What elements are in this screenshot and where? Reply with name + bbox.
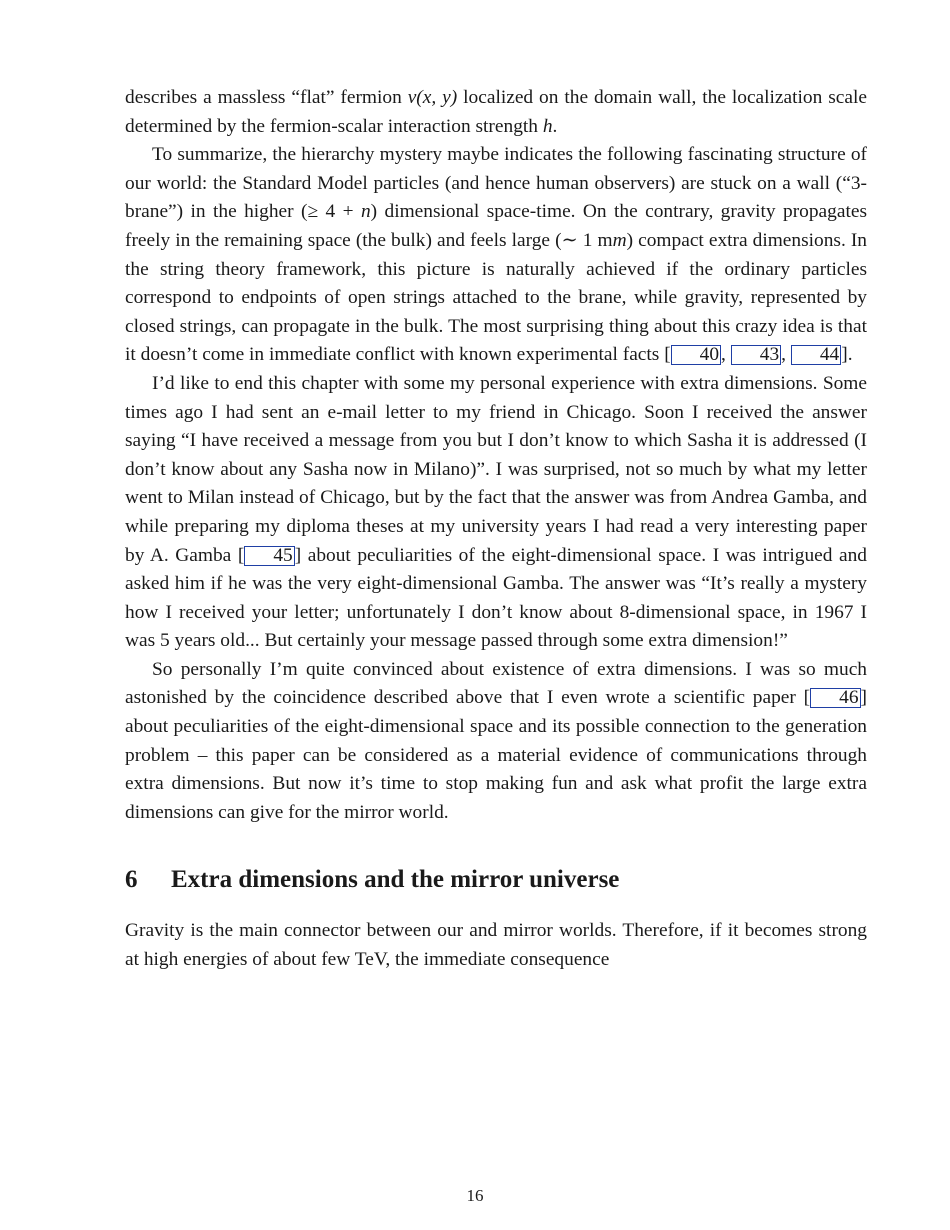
paragraph-summary (125, 141, 867, 370)
text-run: I’d like to end this chapter with some my personal experience with extra dimensions. Some times ago I had sent an e-mail letter to my friend in Chicago. Soon I received the answer saying “I have received a message from you but I don’t know to which Sasha it is addressed (I don’t know about any Sasha now in Milano)”. I was surprised, not so much by what my letter went to Milan instead of Chicago, but by the fact that the answer was from Andrea Gamba, and while preparing my diploma theses at my university years I had read a very interesting paper by A. Gamba [ (125, 372, 867, 566)
text-run: . (552, 115, 558, 137)
text-run: So personally I’m quite convinced about existence of extra dimensions. I was so much astonished by the coincidence described above that I even wrote a scientific paper [ (125, 658, 867, 709)
text-run: ) dimensional space-time. On the contrary, gravity propagates freely in the remaining space (the bulk) and feels large (∼ 1 m (125, 201, 867, 251)
section-title: Extra dimensions and the mirror universe (171, 866, 620, 894)
page-number: 16 (466, 1186, 484, 1205)
section-heading (125, 865, 867, 895)
text-run: describes a massless “flat” fermion (125, 87, 408, 108)
citation-link-46[interactable]: 46 (810, 688, 860, 708)
math-nu-xy: ν(x, y) (407, 87, 458, 108)
text-run: ) compact extra dimensions. In the string theory framework, this picture is naturally achieved if the ordinary particles correspond to endpoints of open strings attached to the brane, while gravity, represented by closed strings, can propagate in the bulk. The most surprising thing about this crazy idea is that it doesn’t come in immediate conflict with known experimental facts [ (125, 229, 868, 366)
text-run: , (781, 344, 791, 366)
citation-link-43[interactable]: 43 (731, 345, 781, 365)
text-run: To summarize, the hierarchy mystery maybe indicates the following fascinating structure of our world: the Standard Model particles (and hence human observers) are stuck on a wall (“3-brane”) in the higher (≥ 4 + (125, 144, 867, 223)
paragraph-conviction (125, 656, 867, 828)
paragraph-continuation (125, 84, 867, 141)
math-h: h (542, 115, 553, 137)
math-n: n (360, 201, 371, 223)
text-run: ]. (841, 344, 853, 366)
text-run: , (721, 344, 731, 366)
text-run: Gravity is the main connector between our and mirror worlds. Therefore, if it becomes strong at high energies of about few TeV, the immediate consequence (125, 920, 867, 971)
citation-link-40[interactable]: 40 (671, 345, 721, 365)
text-run: ] about peculiarities of the eight-dimensional space and its possible connection to the generation problem – this paper can be considered as a material evidence of communications through extra dimensions. But now it’s time to stop making fun and ask what profit the large extra dimensions can give for the mirror world. (125, 687, 867, 823)
citation-link-44[interactable]: 44 (791, 345, 841, 365)
page-body (125, 84, 867, 975)
citation-link-45[interactable]: 45 (244, 546, 294, 566)
paragraph-section-intro (125, 917, 867, 974)
section-number: 6 (125, 866, 138, 894)
text-run: localized on the domain wall, the localization scale determined by the fermion-scalar interaction strength (125, 87, 867, 137)
paragraph-personal-experience (125, 370, 867, 656)
math-m: m (612, 229, 627, 251)
text-run: ] about peculiarities of the eight-dimensional space. I was intrigued and asked him if he was the very eight-dimensional Gamba. The answer was “It’s really a mystery how I received your letter; unfortunately I don’t know about 8-dimensional space, in 1967 I was 5 years old... But certainly your message passed through some extra dimension!” (125, 544, 867, 652)
